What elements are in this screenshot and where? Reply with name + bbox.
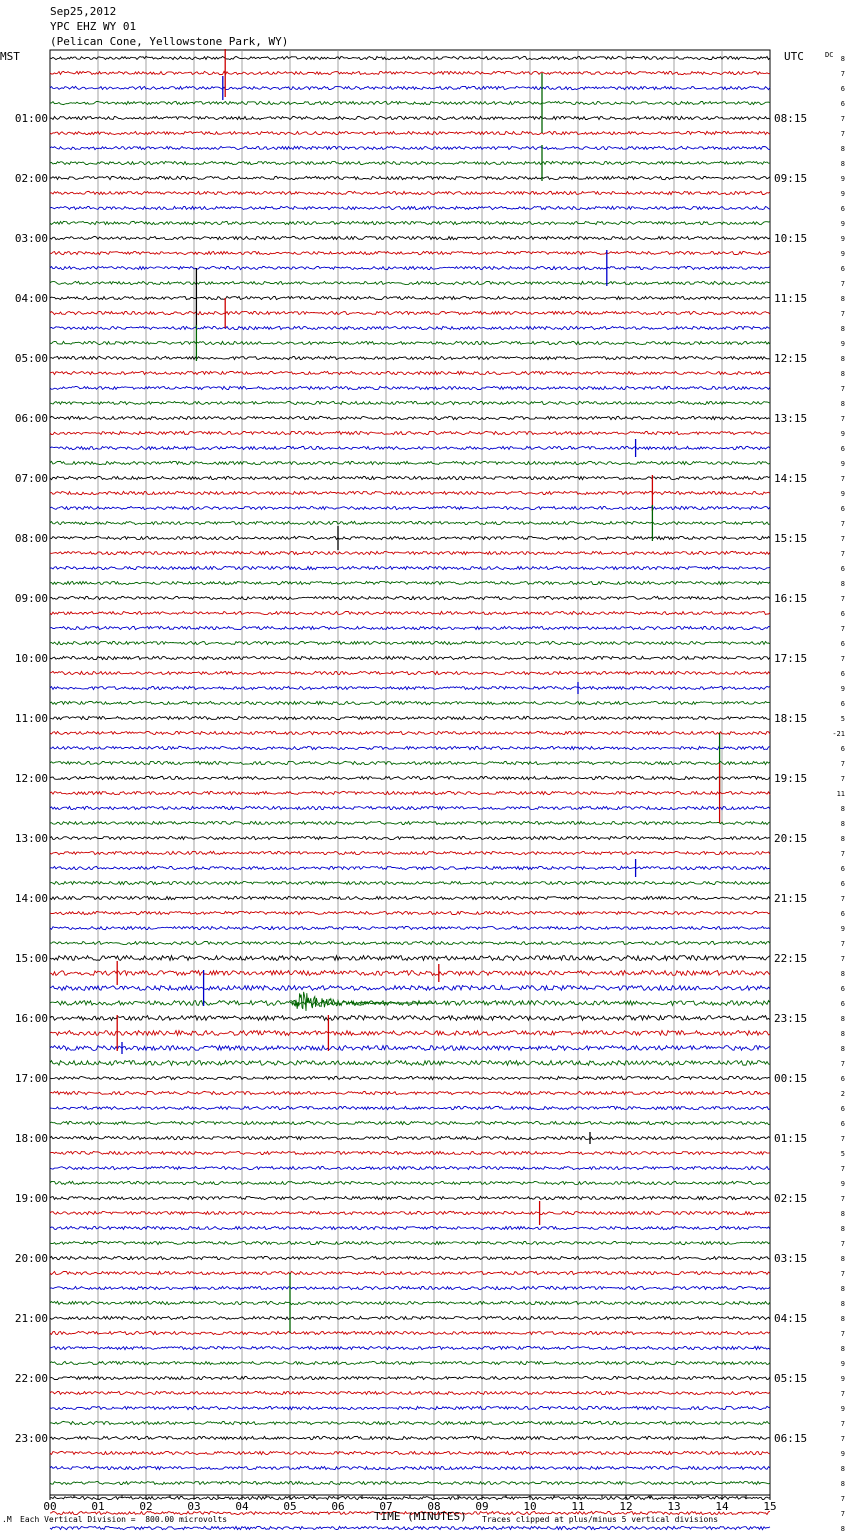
dc-offset-value: 9 xyxy=(840,175,845,183)
dc-offset-value: 9 xyxy=(840,190,845,198)
seismic-trace xyxy=(50,1046,770,1051)
left-time-label: 09:00 xyxy=(14,592,48,605)
right-time-label: 15:15 xyxy=(774,532,808,545)
seismic-trace xyxy=(50,86,770,89)
right-time-label: 02:15 xyxy=(774,1192,808,1205)
dc-offset-value: 6 xyxy=(840,265,845,273)
dc-offset-value: 7 xyxy=(840,1240,845,1248)
dc-offset-value: 6 xyxy=(840,1075,845,1083)
dc-offset-value: 9 xyxy=(840,1450,845,1458)
dc-offset-value: 7 xyxy=(840,1420,845,1428)
dc-offset-value: 9 xyxy=(840,460,845,468)
dc-offset-value: 6 xyxy=(840,700,845,708)
right-time-label: 17:15 xyxy=(774,652,808,665)
dc-offset-value: 5 xyxy=(840,1150,845,1158)
left-time-label: 01:00 xyxy=(14,112,48,125)
x-tick-label: 13 xyxy=(667,1500,681,1513)
dc-offset-value: 7 xyxy=(840,1390,845,1398)
seismic-trace xyxy=(50,1316,770,1319)
dc-offset-value: 7 xyxy=(840,940,845,948)
dc-offset-value: 7 xyxy=(840,1330,845,1338)
dc-offset-value: 6 xyxy=(840,85,845,93)
right-time-label: 00:15 xyxy=(774,1072,808,1085)
right-time-label: 10:15 xyxy=(774,232,808,245)
seismic-trace xyxy=(50,446,770,449)
seismic-trace xyxy=(50,911,770,914)
right-time-label: 01:15 xyxy=(774,1132,808,1145)
x-tick-label: 00 xyxy=(43,1500,57,1513)
seismic-trace xyxy=(50,1016,770,1021)
dc-offset-value: 7 xyxy=(840,415,845,423)
dc-offset-value: 7 xyxy=(840,850,845,858)
dc-offset-value: 8 xyxy=(840,805,845,813)
x-tick-label: 06 xyxy=(331,1500,345,1513)
right-time-label: 04:15 xyxy=(774,1312,808,1325)
dc-offset-value: 9 xyxy=(840,340,845,348)
seismic-trace xyxy=(50,881,770,884)
seismic-trace xyxy=(50,896,770,899)
dc-offset-value: 8 xyxy=(840,1525,845,1533)
dc-offset-value: 7 xyxy=(840,70,845,78)
station-location: (Pelican Cone, Yellowstone Park, WY) xyxy=(50,35,289,48)
right-axis-label: UTC xyxy=(784,50,804,63)
dc-offset-value: 11 xyxy=(836,790,845,798)
seismic-trace xyxy=(50,206,770,209)
dc-offset-value: 8 xyxy=(840,1465,845,1473)
seismic-trace xyxy=(50,176,770,179)
dc-offset-value: 8 xyxy=(840,370,845,378)
dc-offset-value: 7 xyxy=(840,1270,845,1278)
x-tick-label: 01 xyxy=(91,1500,105,1513)
seismic-trace xyxy=(50,986,770,991)
x-tick-label: 09 xyxy=(475,1500,489,1513)
seismic-trace xyxy=(50,251,770,254)
seismic-trace xyxy=(50,716,770,719)
dc-offset-value: 8 xyxy=(840,1030,845,1038)
left-time-label: 11:00 xyxy=(14,712,48,725)
left-time-label: 04:00 xyxy=(14,292,48,305)
seismic-trace xyxy=(50,551,770,554)
seismic-trace xyxy=(50,626,770,629)
footer-scale: Each Vertical Division = 800.00 microvolts xyxy=(20,1515,228,1524)
seismic-trace xyxy=(50,131,770,134)
right-time-label: 21:15 xyxy=(774,892,808,905)
x-tick-label: 04 xyxy=(235,1500,249,1513)
dc-offset-value: 8 xyxy=(840,1225,845,1233)
dc-offset-value: 9 xyxy=(840,1180,845,1188)
dc-offset-value: 7 xyxy=(840,1495,845,1503)
seismic-trace xyxy=(50,191,770,194)
seismic-trace xyxy=(50,296,770,299)
seismic-trace xyxy=(50,1196,770,1199)
seismic-trace xyxy=(50,71,770,74)
seismic-trace xyxy=(50,341,770,344)
x-tick-label: 02 xyxy=(139,1500,153,1513)
seismic-trace xyxy=(50,596,770,599)
seismic-trace xyxy=(50,1301,770,1304)
seismic-trace xyxy=(50,566,770,569)
right-time-label: 14:15 xyxy=(774,472,808,485)
seismic-trace xyxy=(50,1151,770,1154)
seismic-trace xyxy=(50,1091,770,1094)
seismic-trace xyxy=(50,1136,770,1139)
right-time-label: 23:15 xyxy=(774,1012,808,1025)
right-time-label: 19:15 xyxy=(774,772,808,785)
seismic-trace xyxy=(50,311,770,314)
dc-offset-value: 6 xyxy=(840,505,845,513)
earthquake-signal xyxy=(290,992,433,1011)
left-time-label: 05:00 xyxy=(14,352,48,365)
seismic-trace xyxy=(50,1226,770,1229)
seismic-trace xyxy=(50,386,770,389)
x-tick-label: 08 xyxy=(427,1500,441,1513)
left-time-label: 14:00 xyxy=(14,892,48,905)
seismic-trace xyxy=(50,401,770,404)
dc-offset-value: 7 xyxy=(840,535,845,543)
dc-offset-value: 8 xyxy=(840,1255,845,1263)
dc-offset-value: 9 xyxy=(840,1360,845,1368)
right-time-label: 05:15 xyxy=(774,1372,808,1385)
dc-offset-value: 6 xyxy=(840,745,845,753)
dc-offset-value: 7 xyxy=(840,385,845,393)
dc-offset-value: 8 xyxy=(840,1315,845,1323)
dc-offset-value: 7 xyxy=(840,310,845,318)
seismic-trace xyxy=(50,416,770,419)
left-time-label: 15:00 xyxy=(14,952,48,965)
dc-offset-value: 9 xyxy=(840,490,845,498)
dc-offset-value: 8 xyxy=(840,1345,845,1353)
seismic-trace xyxy=(50,1106,770,1109)
dc-offset-value: 7 xyxy=(840,130,845,138)
dc-offset-value: 7 xyxy=(840,475,845,483)
left-time-label: 06:00 xyxy=(14,412,48,425)
dc-offset-value: 7 xyxy=(840,520,845,528)
left-axis-label: MST xyxy=(0,50,20,63)
chart-date: Sep25,2012 xyxy=(50,5,117,18)
dc-offset-value: 9 xyxy=(840,235,845,243)
left-time-label: 19:00 xyxy=(14,1192,48,1205)
dc-offset-value: 6 xyxy=(840,1120,845,1128)
seismic-trace xyxy=(50,611,770,614)
dc-offset-value: 8 xyxy=(840,160,845,168)
dc-offset-value: 9 xyxy=(840,1375,845,1383)
dc-offset-value: 8 xyxy=(840,355,845,363)
dc-offset-value: 6 xyxy=(840,640,845,648)
seismic-trace xyxy=(50,791,770,794)
dc-offset-value: 7 xyxy=(840,1060,845,1068)
seismic-trace xyxy=(50,1421,770,1424)
seismic-trace xyxy=(50,1286,770,1289)
footer-mark: .M xyxy=(2,1515,12,1524)
right-time-label: 03:15 xyxy=(774,1252,808,1265)
dc-offset-value: 8 xyxy=(840,1015,845,1023)
left-time-label: 07:00 xyxy=(14,472,48,485)
seismic-trace xyxy=(50,326,770,329)
dc-offset-value: 7 xyxy=(840,115,845,123)
dc-offset-value: 5 xyxy=(840,715,845,723)
seismic-trace xyxy=(50,1181,770,1184)
seismic-trace xyxy=(50,491,770,494)
x-tick-label: 15 xyxy=(763,1500,777,1513)
dc-offset-value: 7 xyxy=(840,1165,845,1173)
dc-offset-value: 8 xyxy=(840,970,845,978)
seismic-trace xyxy=(50,1256,770,1259)
dc-offset-value: 7 xyxy=(840,1510,845,1518)
right-time-label: 06:15 xyxy=(774,1432,808,1445)
seismic-trace xyxy=(50,1406,770,1409)
dc-offset-value: 8 xyxy=(840,400,845,408)
dc-offset-value: 7 xyxy=(840,1195,845,1203)
seismic-trace xyxy=(50,656,770,659)
dc-offset-value: 8 xyxy=(840,820,845,828)
left-time-label: 10:00 xyxy=(14,652,48,665)
left-time-label: 08:00 xyxy=(14,532,48,545)
x-tick-label: 03 xyxy=(187,1500,201,1513)
left-time-label: 21:00 xyxy=(14,1312,48,1325)
dc-offset-value: 8 xyxy=(840,1285,845,1293)
dc-offset-value: 6 xyxy=(840,100,845,108)
left-time-label: 17:00 xyxy=(14,1072,48,1085)
seismic-trace xyxy=(50,476,770,479)
x-tick-label: 14 xyxy=(715,1500,729,1513)
left-time-label: 02:00 xyxy=(14,172,48,185)
x-tick-label: 12 xyxy=(619,1500,633,1513)
seismic-trace xyxy=(50,1376,770,1379)
right-time-label: 16:15 xyxy=(774,592,808,605)
seismic-trace xyxy=(50,1121,770,1124)
seismic-trace xyxy=(50,1166,770,1169)
seismic-trace xyxy=(50,356,770,359)
dc-offset-value: 9 xyxy=(840,925,845,933)
seismic-trace xyxy=(50,266,770,269)
x-tick-label: 11 xyxy=(571,1500,585,1513)
seismic-trace xyxy=(50,671,770,674)
station-name: YPC EHZ WY 01 xyxy=(50,20,137,33)
seismic-trace xyxy=(50,851,770,854)
dc-offset-value: 6 xyxy=(840,445,845,453)
right-time-label: 22:15 xyxy=(774,952,808,965)
seismic-trace xyxy=(50,146,770,149)
left-time-label: 13:00 xyxy=(14,832,48,845)
dc-offset-value: 7 xyxy=(840,655,845,663)
seismic-trace xyxy=(50,431,770,434)
right-time-label: 18:15 xyxy=(774,712,808,725)
left-time-label: 22:00 xyxy=(14,1372,48,1385)
seismic-trace xyxy=(50,1331,770,1334)
dc-offset-value: 6 xyxy=(840,670,845,678)
dc-offset-value: 9 xyxy=(840,430,845,438)
seismic-trace xyxy=(50,806,770,809)
seismic-trace xyxy=(50,1526,770,1529)
seismic-trace xyxy=(50,941,770,944)
seismic-trace xyxy=(50,926,770,929)
x-tick-label: 10 xyxy=(523,1500,537,1513)
x-axis-title: TIME (MINUTES) xyxy=(374,1510,467,1523)
seismic-trace xyxy=(50,731,770,734)
dc-offset-value: 8 xyxy=(840,1480,845,1488)
left-time-label: 20:00 xyxy=(14,1252,48,1265)
seismic-trace xyxy=(50,1241,770,1244)
dc-offset-value: 2 xyxy=(840,1090,845,1098)
seismic-trace xyxy=(50,581,770,584)
seismic-trace xyxy=(50,971,770,976)
seismic-trace xyxy=(50,1271,770,1274)
seismic-trace xyxy=(50,821,770,824)
seismic-trace xyxy=(50,866,770,869)
seismic-trace xyxy=(50,1031,770,1036)
dc-offset-value: 7 xyxy=(840,625,845,633)
seismic-trace xyxy=(50,776,770,779)
dc-offset-value: 7 xyxy=(840,595,845,603)
seismic-trace xyxy=(50,1466,770,1469)
left-time-label: 03:00 xyxy=(14,232,48,245)
seismic-trace xyxy=(50,1361,770,1364)
left-time-label: 23:00 xyxy=(14,1432,48,1445)
dc-offset-value: 8 xyxy=(840,55,845,63)
dc-offset-value: 8 xyxy=(840,145,845,153)
seismic-trace xyxy=(50,686,770,689)
seismic-trace xyxy=(50,641,770,644)
right-time-label: 12:15 xyxy=(774,352,808,365)
seismic-trace xyxy=(50,536,770,539)
seismic-trace xyxy=(50,1061,770,1066)
dc-offset-value: 6 xyxy=(840,565,845,573)
seismic-trace xyxy=(50,761,770,764)
seismic-trace xyxy=(50,236,770,239)
seismic-trace xyxy=(50,101,770,104)
seismic-trace xyxy=(50,746,770,749)
seismic-trace xyxy=(50,521,770,524)
seismic-trace xyxy=(50,956,770,961)
seismic-trace xyxy=(50,1211,770,1214)
dc-label: DC xyxy=(825,51,834,59)
seismic-trace xyxy=(50,1391,770,1394)
dc-offset-value: 7 xyxy=(840,775,845,783)
seismic-trace xyxy=(50,281,770,284)
seismic-trace xyxy=(50,221,770,224)
dc-offset-value: 6 xyxy=(840,985,845,993)
dc-offset-value: -21 xyxy=(832,730,845,738)
dc-offset-value: 9 xyxy=(840,685,845,693)
seismic-trace xyxy=(50,1436,770,1439)
dc-offset-value: 6 xyxy=(840,1105,845,1113)
dc-offset-value: 6 xyxy=(840,880,845,888)
dc-offset-value: 8 xyxy=(840,1300,845,1308)
seismic-trace xyxy=(50,371,770,374)
dc-offset-value: 7 xyxy=(840,895,845,903)
dc-offset-value: 9 xyxy=(840,220,845,228)
seismic-trace xyxy=(50,1451,770,1454)
right-time-label: 13:15 xyxy=(774,412,808,425)
left-time-label: 16:00 xyxy=(14,1012,48,1025)
dc-offset-value: 7 xyxy=(840,1435,845,1443)
dc-offset-value: 7 xyxy=(840,760,845,768)
right-time-label: 20:15 xyxy=(774,832,808,845)
dc-offset-value: 8 xyxy=(840,1045,845,1053)
dc-offset-value: 7 xyxy=(840,1135,845,1143)
left-time-label: 12:00 xyxy=(14,772,48,785)
dc-offset-value: 8 xyxy=(840,580,845,588)
footer-clip: Traces clipped at plus/minus 5 vertical divisions xyxy=(482,1515,719,1524)
seismic-trace xyxy=(50,161,770,164)
x-tick-label: 05 xyxy=(283,1500,297,1513)
dc-offset-value: 6 xyxy=(840,1000,845,1008)
dc-offset-value: 8 xyxy=(840,325,845,333)
dc-offset-value: 7 xyxy=(840,550,845,558)
left-time-label: 18:00 xyxy=(14,1132,48,1145)
seismic-trace xyxy=(50,56,770,59)
dc-offset-value: 8 xyxy=(840,1210,845,1218)
seismic-trace xyxy=(50,701,770,704)
right-time-label: 11:15 xyxy=(774,292,808,305)
seismic-trace xyxy=(50,1346,770,1349)
dc-offset-value: 9 xyxy=(840,250,845,258)
seismic-trace xyxy=(50,1076,770,1079)
right-time-label: 09:15 xyxy=(774,172,808,185)
dc-offset-value: 6 xyxy=(840,205,845,213)
seismic-trace xyxy=(50,506,770,509)
seismic-trace xyxy=(50,836,770,839)
right-time-label: 08:15 xyxy=(774,112,808,125)
x-tick-label: 07 xyxy=(379,1500,393,1513)
dc-offset-value: 7 xyxy=(840,955,845,963)
dc-offset-value: 8 xyxy=(840,295,845,303)
dc-offset-value: 8 xyxy=(840,835,845,843)
dc-offset-value: 9 xyxy=(840,1405,845,1413)
dc-offset-value: 6 xyxy=(840,865,845,873)
seismic-trace xyxy=(50,1481,770,1484)
seismic-trace xyxy=(50,116,770,119)
seismic-trace xyxy=(50,461,770,464)
dc-offset-value: 7 xyxy=(840,280,845,288)
dc-offset-value: 6 xyxy=(840,610,845,618)
dc-offset-value: 6 xyxy=(840,910,845,918)
